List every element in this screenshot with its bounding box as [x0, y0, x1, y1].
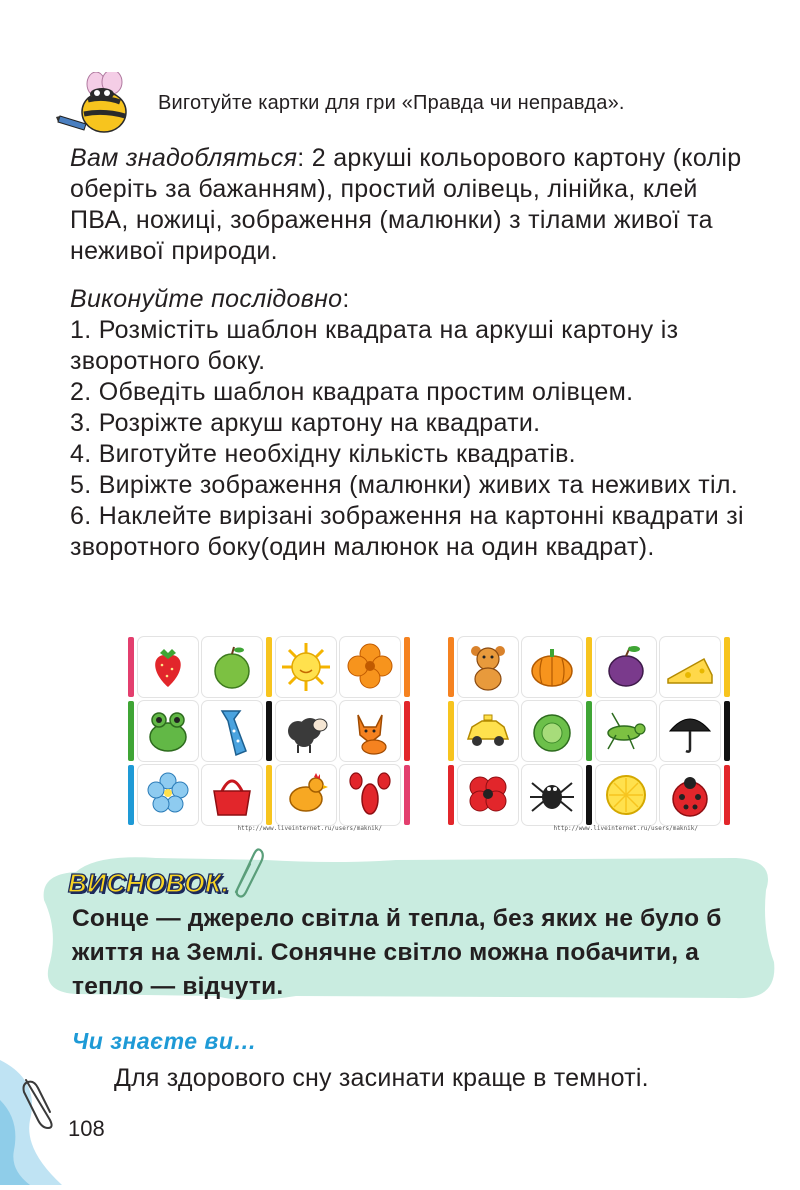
- cheese-image: [660, 637, 720, 697]
- did-you-know-text: Для здорового сну засинати краще в темноті.: [114, 1064, 649, 1092]
- paperclip-icon: [226, 846, 266, 898]
- cards-image-right: [448, 637, 700, 832]
- teddy-bear-image: [458, 637, 518, 697]
- step-item-1: 1. Розмістіть шаблон квадрата на аркуші картону із зворотного боку.: [70, 316, 679, 375]
- materials-label: Вам знадобляться: [70, 144, 298, 172]
- plum-image: [596, 637, 656, 697]
- materials-paragraph: [70, 143, 750, 267]
- did-you-know-title: Чи знаєте ви…: [72, 1028, 257, 1054]
- sheep-image: [276, 701, 336, 761]
- crayfish-image: [340, 765, 400, 825]
- cards-image-left: [128, 637, 384, 832]
- spider-image: [522, 765, 582, 825]
- strawberry-image: [138, 637, 198, 697]
- apple-image: [202, 637, 262, 697]
- umbrella-image: [660, 701, 720, 761]
- image-source-url-right: http://www.liveinternet.ru/users/maknik/: [553, 825, 698, 832]
- orange-flower-image: [340, 637, 400, 697]
- hen-image: [276, 765, 336, 825]
- poppy-image: [458, 765, 518, 825]
- steps-label-colon: :: [342, 285, 350, 313]
- fox-image: [340, 701, 400, 761]
- bee-pencil-icon: [56, 72, 152, 142]
- step-item-2: 2. Обведіть шаблон квадрата простим олівцем.: [70, 378, 634, 406]
- lemon-image: [596, 765, 656, 825]
- handbag-image: [202, 765, 262, 825]
- conclusion-text: Сонце — джерело світла й тепла, без яких не було б життя на Землі. Сонячне світло можна побачити, а тепло — відчути.: [72, 905, 722, 1000]
- grasshopper-image: [596, 701, 656, 761]
- step-item-5: 5. Виріжте зображення (малюнки) живих та неживих тіл.: [70, 471, 738, 499]
- forget-me-not-image: [138, 765, 198, 825]
- step-item-3: 3. Розріжте аркуш картону на квадрати.: [70, 409, 541, 437]
- materials-text: : 2 аркуші кольорового картону (колір оберіть за бажанням), простий олівець, лінійка, клей ПВА, ножиці, зображення (малюнки) з тілами живої та неживої природи.: [70, 144, 742, 265]
- tie-image: [202, 701, 262, 761]
- frog-image: [138, 701, 198, 761]
- steps-section: [70, 284, 750, 563]
- image-source-url-left: http://www.liveinternet.ru/users/maknik/: [237, 825, 382, 832]
- ladybug-image: [660, 765, 720, 825]
- task-instruction: Виготуйте картки для гри «Правда чи неправда».: [158, 92, 625, 114]
- step-item-4: 4. Виготуйте необхідну кількість квадратів.: [70, 440, 576, 468]
- pumpkin-image: [522, 637, 582, 697]
- steps-label: Виконуйте послідовно: [70, 285, 343, 313]
- sun-image: [276, 637, 336, 697]
- paperclip-corner-icon: [20, 1074, 60, 1130]
- step-item-6: 6. Наклейте вирізані зображення на картонні квадрати зі зворотного боку(один малюнок на один квадрат).: [70, 502, 744, 561]
- cabbage-image: [522, 701, 582, 761]
- conclusion-title: ВИСНОВОК.: [68, 868, 230, 898]
- page-number: 108: [68, 1116, 105, 1141]
- taxi-car-image: [458, 701, 518, 761]
